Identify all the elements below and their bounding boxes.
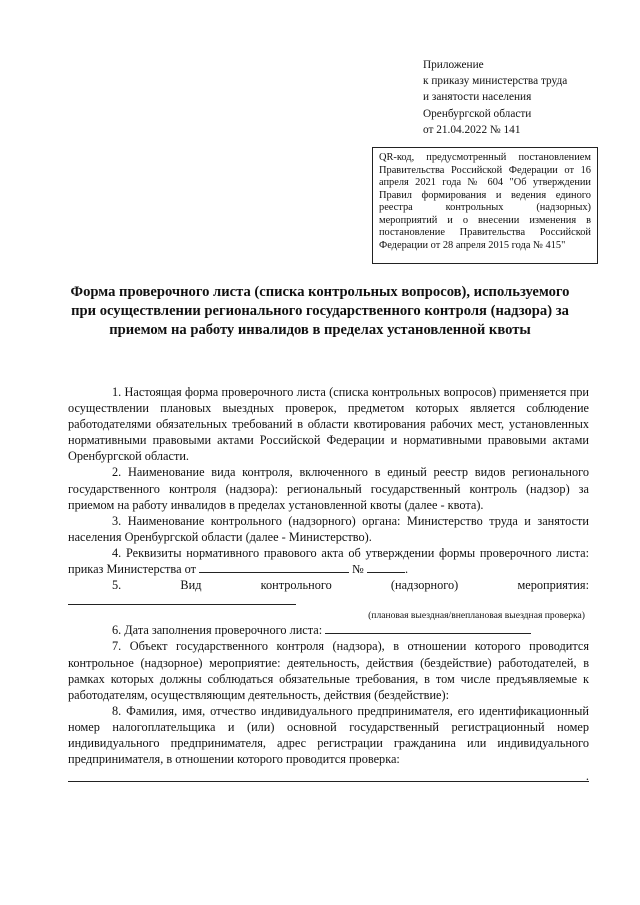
appendix-line: от 21.04.2022 № 141 <box>423 123 521 136</box>
appendix-line: Оренбургской области <box>423 107 532 120</box>
appendix-block <box>423 57 613 138</box>
item-7: 7. Объект государственного контроля (надзора), в отношении которого проводится контрольное (надзорное) мероприятие: деятельность, действия (бездействие) работодателей, в рамках которых должны соблюдаться обязательные требования, в том числе предъявляемые к работодателям, осуществляющим деятельность, действия (бездействие): <box>68 639 589 702</box>
appendix-line: к приказу министерства труда <box>423 75 568 88</box>
appendix-line: и занятости населения <box>423 91 532 104</box>
qr-code-note-box: QR-код, предусмотренный постановлением Правительства Российской Федерации от 16 апреля 2021 года № 604 "Об утверждении Правил формирования и ведения единого реестра контрольных (надзорных) мероприятий и о внесении изменения в постановление Правительства Российской Федерации от 28 апреля 2015 года № 415" <box>372 147 598 264</box>
item-4 <box>68 545 589 577</box>
item-8-end: . <box>585 769 589 784</box>
item-2: 2. Наименование вида контроля, включенного в единый реестр видов регионального государственного контроля (надзора): региональный государственный контроль (надзор) за приемом на работу инвалидов в пределах установленной квоты (далее - квота). <box>68 465 589 512</box>
inspection-type-blank[interactable] <box>68 594 296 605</box>
item-6 <box>68 622 589 638</box>
item-4-text: 4. Реквизиты нормативного правового акта об утверждении формы проверочного листа: приказ Министерства от <box>68 545 589 577</box>
document-body <box>68 384 589 784</box>
item-4-number-label: № <box>352 562 364 577</box>
item-6-text: 6. Дата заполнения проверочного листа: <box>112 623 323 638</box>
item-5-text: 5. Вид контрольного (надзорного) мероприятия: <box>112 578 589 593</box>
item-5-hint: (плановая выездная/внеплановая выездная проверка) <box>368 610 585 622</box>
appendix-line: Приложение <box>423 59 484 71</box>
fill-date-blank[interactable] <box>325 623 531 634</box>
item-4-end: . <box>404 562 409 577</box>
item-5 <box>68 577 589 609</box>
item-1: 1. Настоящая форма проверочного листа (списка контрольных вопросов) применяется при осуществлении плановых выездных проверок, предметом которых является соблюдение работодателями обязательных требований в области квотирования рабочих мест, установленных нормативными правовыми актами Российской Федерации и нормативными правовыми актами Оренбургской области. <box>68 385 589 464</box>
item-3: 3. Наименование контрольного (надзорного) органа: Министерство труда и занятости населения Оренбургской области (далее - Министерство). <box>68 513 589 544</box>
document-title: Форма проверочного листа (списка контрольных вопросов), используемого при осуществлении регионального государственного контроля (надзора) за приемом на работу инвалидов в пределах установленной квоты <box>70 284 570 338</box>
item-8: 8. Фамилия, имя, отчество индивидуального предпринимателя, его идентификационный номер налогоплательщика и (или) основной государственный регистрационный номер индивидуального предпринимателя, адрес регистрации гражданина или индивидуального предпринимателя, в отношении которого проводится проверка: <box>68 703 589 767</box>
order-date-blank[interactable] <box>199 562 349 573</box>
order-number-blank[interactable] <box>367 562 405 573</box>
